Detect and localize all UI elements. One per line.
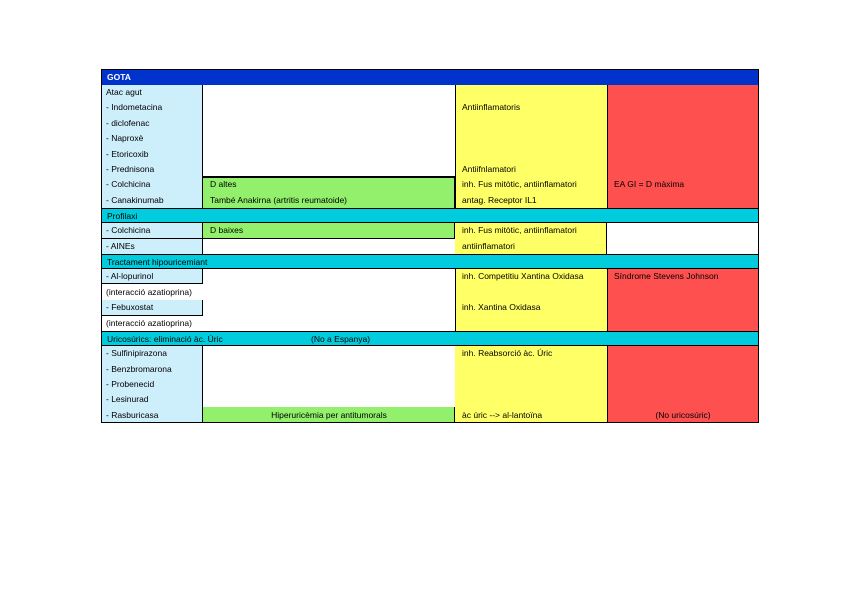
mech-colchicina-profilaxi: inh. Fus mitòtic, antiinflamatori: [462, 225, 577, 235]
drug-benzbromarona: - Benzbromarona: [106, 364, 172, 374]
drug-febuxostat: - Febuxostat: [106, 302, 154, 312]
drug-naproxe: - Naproxè: [106, 133, 144, 143]
note-colchicina-atac: D altes: [210, 179, 237, 189]
drug-prednisona: - Prednisona: [106, 164, 155, 174]
mech-antiinflamatoris: Antiinflamatoris: [462, 102, 521, 112]
mech-sulfinpirazona: inh. Reabsorció àc. Úric: [462, 348, 553, 358]
drug-sulfinpirazona: - Sulfinipirazona: [106, 348, 167, 358]
drug-canakinumab: - Canakinumab: [106, 195, 164, 205]
drug-diclofenac: - diclofenac: [106, 118, 150, 128]
interaction-febuxostat: (interacció azatioprina): [106, 318, 192, 328]
drug-indometacina: - Indometacina: [106, 102, 163, 112]
effect-rasburicasa: (No uricosúric): [655, 410, 711, 420]
gota-table: [101, 69, 759, 423]
mech-rasburicasa: àc úric --> al-lantoïna: [462, 410, 543, 420]
uricosurics-note: (No a Espanya): [311, 334, 371, 344]
table-title: GOTA: [101, 69, 759, 85]
drug-lesinurad: - Lesinurad: [106, 394, 149, 404]
drug-rasburicasa: - Rasburicasa: [106, 410, 159, 420]
interaction-allopurinol: (interacció azatioprina): [106, 287, 192, 297]
uricosurics-label: Uricosúrics: eliminació àc. Úric: [107, 334, 223, 344]
drug-colchicina-profilaxi: - Colchicina: [106, 225, 151, 235]
section-hipouricemiant: Tractament hipouricemiant: [101, 254, 759, 269]
mech-aines: antiinflamatori: [462, 241, 515, 251]
effect-colchicina: EA GI = D màxima: [614, 179, 685, 189]
drug-colchicina: - Colchicina: [106, 179, 151, 189]
drug-etoricoxib: - Etoricoxib: [106, 149, 149, 159]
mech-colchicina-atac: inh. Fus mitòtic, antiinflamatori: [462, 179, 577, 189]
drug-allopurinol: - Al-lopurinol: [106, 271, 154, 281]
mech-allopurinol: inh. Competitiu Xantina Oxidasa: [462, 271, 584, 281]
mech-canakinumab: antag. Receptor IL1: [462, 195, 537, 205]
effect-allopurinol: Síndrome Stevens Johnson: [614, 271, 719, 281]
section-uricosurics: [101, 331, 759, 346]
section-profilaxi: Profilaxi: [101, 208, 759, 223]
mech-febuxostat: inh. Xantina Oxidasa: [462, 302, 541, 312]
drug-aines: - AINEs: [106, 241, 135, 251]
atac-label: Atac agut: [106, 87, 142, 97]
note-rasburicasa: Hiperuricèmia per antitumorals: [271, 410, 387, 420]
drug-probenecid: - Probenecid: [106, 379, 155, 389]
mech-prednisona: Antiifnlamatori: [462, 164, 516, 174]
note-colchicina-profilaxi: D baixes: [210, 225, 244, 235]
note-canakinumab: També Anakirna (artritis reumatoide): [210, 195, 348, 205]
